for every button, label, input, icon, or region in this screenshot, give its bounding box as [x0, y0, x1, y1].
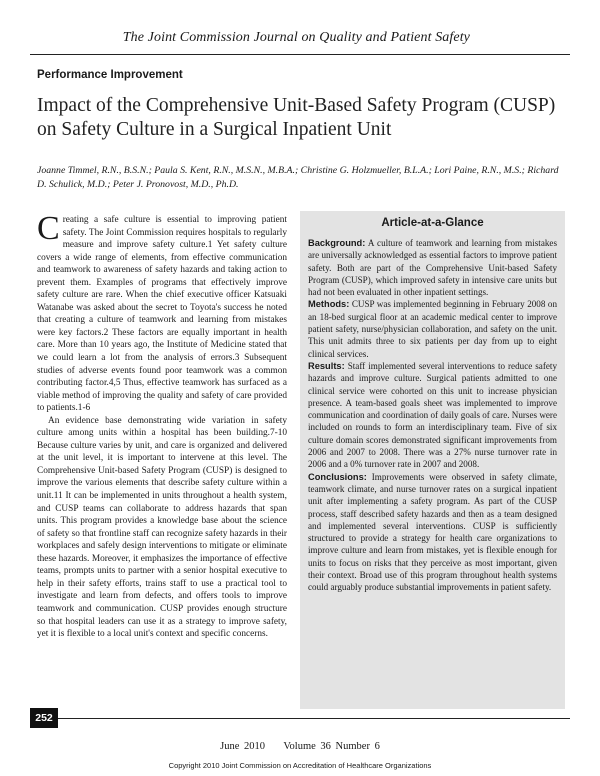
glance-results-head: Results: [308, 360, 345, 371]
page-number: 252 [30, 708, 58, 728]
issue-info: June 2010 Volume 36 Number 6 [220, 741, 380, 752]
journal-header: The Joint Commission Journal on Quality and Patient Safety [122, 30, 470, 45]
glance-results [308, 360, 557, 471]
glance-conclusions [308, 471, 557, 594]
body-paragraph-1 [37, 210, 287, 415]
body-paragraph-2: An evidence base demonstrating wide variation in safety culture among units within a hospital has been building.7-10 Because culture varies by unit, and care is organized and delivered at the unit level, it is important to intervene at this level. The Comprehensive Unit-based Safety Program (CUSP) is designed to improve the various elements that describe safety culture within a unit.11 It can be implemented in units throughout a health system, and CUSP teams can collaborate to address hazards that span units. This program provides a knowledge base about the science of safety so that frontline staff can recognize safety hazards in their workplaces and safely design interventions to mitigate or eliminate these hazards. Moreover, it emphasizes the importance of effective teams, prompts units to partner with a senior hospital executive to help in their safety efforts, trains staff to use a practical tool to investigate and learn from defects, and offers tools to improve teamwork and communication. CUSP provides enough structure so that hospital leaders can use it as a strategy to improve safety, yet it is flexible to a local unit's context and specific concerns. [37, 415, 287, 640]
glance-methods [308, 298, 557, 359]
article-title: Impact of the Comprehensive Unit-Based Safety Program (CUSP) on Safety Culture in a Surgical Inpatient Unit [37, 95, 556, 140]
section-label: Performance Improvement [37, 69, 183, 81]
glance-background [308, 237, 557, 298]
article-at-a-glance-box [300, 211, 565, 709]
glance-methods-head: Methods: [308, 299, 350, 310]
copyright-notice: Copyright 2010 Joint Commission on Accreditation of Healthcare Organizations [168, 761, 432, 770]
footer-rule [58, 718, 570, 719]
glance-title: Article-at-a-Glance [381, 217, 484, 229]
glance-methods-text: CUSP was implemented beginning in February 2008 on an 18-bed surgical floor at an academic medical center to improve patient safety, nurse/physician collaboration, and safety on the unit. This unit admits three to six patients per day from up to eight clinical services. [308, 299, 557, 359]
glance-background-text: A culture of teamwork and learning from mistakes are universally acknowledged as essential factors to improve patient safety. Both are part of the Comprehensive Unit-based Safety Program (CUSP), which improved safety in intensive care units but had not been evaluated in other inpatient settings. [308, 238, 557, 298]
author-list: Joanne Timmel, R.N., B.S.N.; Paula S. Kent, R.N., M.S.N., M.B.A.; Christine G. Holzmueller, B.L.A.; Lori Paine, R.N., M.S.; Richard D. Schulick, M.D.; Peter J. Pronovost, M.D., Ph.D. [37, 165, 559, 190]
glance-results-text: Staff implemented several interventions to reduce safety hazards and improve culture. Surgical patients admitted to one clinical service were cohorted on this unit to increase physician presence. A team-based goals sheet was implemented to improve communication and coordination of daily goals of care. Nurses were included on rounds to form an interdisciplinary team. Five of six culture domain scores demonstrated significant improvements from 2006 and 2007 to 2008. There was a 27% nurse turnover rate in 2006 and a 0% turnover rate in 2007 and 2008. [308, 360, 557, 470]
header-rule [30, 54, 570, 55]
body-paragraph-1-text: reating a safe culture is essential to improving patient safety. The Joint Commission requires hospitals to regularly measure and improve safety culture.1 Yet safety culture covers a wide range of elements, from effective communication and teamwork to awareness of safety hazards and taking action to prevent them. Examples of programs that effectively improve safety culture are rare. When the chief executive officer Katsuaki Watanabe was asked about the secret to Toyota's success he noted that creating a culture of teamwork and learning from mistakes were key factors.2 These factors are equally important in health care. More than 10 years ago, the Institute of Medicine stated that we could learn a lot from the analysis of errors.3 Subsequent studies of adverse events found poor teamwork was a common contributing factor.4,5 Thus, effective teamwork has surfaced as a viable method of improving the quality and safety of care provided to patients.1-6 [37, 215, 287, 414]
glance-background-head: Background: [308, 238, 366, 248]
glance-conclusions-text: Improvements were observed in safety climate, teamwork climate, and nurse turnover rates on a surgical inpatient unit after implementing a safety program. As part of the CUSP process, staff described safety hazards and then as a team designed and implemented several interventions. CUSP is sufficiently structured to provide a strategy for health care organizations to improve culture and learn from mistakes, yet is flexible enough for units to focus on risks that they perceive as most important, given their context. Broad use of this program throughout health systems could arguably produce substantial improvements in patient safety. [308, 471, 557, 593]
body-column [37, 210, 287, 641]
glance-conclusions-head: Conclusions: [308, 471, 367, 482]
drop-cap: C [37, 210, 60, 247]
